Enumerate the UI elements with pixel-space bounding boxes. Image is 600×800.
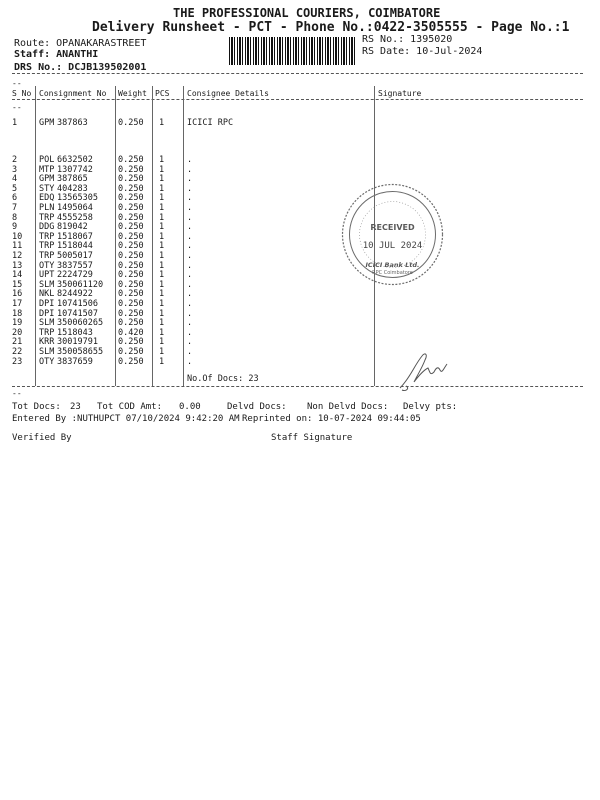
cell-sno: 11 — [12, 241, 23, 252]
col-header-sno: S No — [12, 89, 32, 98]
verified-by: Verified By — [12, 433, 72, 443]
stamp-branch: RPC Coimbatore — [372, 270, 413, 276]
runsheet-title: Delivery Runsheet - PCT - Phone No.:0422-3505555 - Page No.:1 — [92, 20, 570, 35]
cell-consignment-number: 4555258 — [57, 212, 93, 223]
cell-pcs: 1 — [159, 174, 165, 185]
cell-consignee: . — [187, 251, 193, 261]
cell-weight: 0.250 — [118, 318, 144, 329]
cell-code: GPM — [39, 174, 55, 185]
cell-consignee: . — [187, 174, 193, 185]
cell-code: DDG — [39, 222, 55, 233]
non-delvd-docs-label: Non Delvd Docs: — [307, 402, 389, 412]
cell-code: TRP — [39, 327, 55, 338]
cell-consignee: . — [187, 164, 193, 175]
cell-consignment-number: 1307742 — [57, 164, 93, 175]
stamp-date: 10 JUL 2024 — [362, 241, 423, 251]
cell-code: UPT — [39, 270, 55, 281]
cell-consignment-number: 8244922 — [57, 289, 93, 300]
cell-sno: 18 — [12, 308, 23, 319]
cell-pcs: 1 — [159, 251, 165, 261]
cell-weight: 0.250 — [118, 279, 144, 290]
cell-consignee: . — [187, 183, 193, 194]
cell-code: PLN — [39, 203, 55, 213]
cell-consignment-number: 6632502 — [57, 155, 93, 165]
cell-code: OTY — [39, 260, 55, 271]
tot-docs-label: Tot Docs: — [12, 402, 61, 412]
company-title: THE PROFESSIONAL COURIERS, COIMBATORE — [173, 6, 441, 20]
column-separator — [183, 86, 184, 386]
cell-pcs: 1 — [159, 308, 165, 319]
cell-consignee: . — [187, 222, 193, 233]
stamp-graphic — [340, 182, 445, 287]
cell-consignment-number: 350060265 — [57, 318, 104, 329]
rs-number: RS No.: 1395020 — [362, 34, 453, 45]
drs-number: DRS No.: DCJB139502001 — [14, 62, 147, 73]
cell-weight: 0.420 — [118, 327, 144, 338]
stamp-received: RECEIVED — [370, 223, 415, 232]
col-header-consignment: Consignment No — [39, 89, 107, 98]
tot-cod-label: Tot COD Amt: — [97, 402, 163, 412]
divider — [12, 386, 583, 387]
cell-code: POL — [39, 155, 55, 165]
delvy-pts-label: Delvy pts: — [403, 402, 458, 412]
cell-consignee: ICICI RPC — [187, 118, 234, 128]
cell-consignee: . — [187, 318, 193, 329]
cell-pcs: 1 — [159, 212, 165, 223]
reprinted-on: Reprinted on: 10-07-2024 09:44:05 — [242, 414, 421, 424]
cell-code: SLM — [39, 347, 55, 357]
rs-date: RS Date: 10-Jul-2024 — [362, 46, 483, 57]
col-header-weight: Weight — [118, 89, 147, 98]
cell-sno: 10 — [12, 231, 23, 242]
cell-consignee: . — [187, 327, 193, 338]
cell-pcs: 1 — [159, 356, 165, 367]
cell-sno: 15 — [12, 279, 23, 290]
cell-pcs: 1 — [159, 337, 165, 348]
cell-consignee: . — [187, 356, 193, 367]
cell-consignment-number: 350061120 — [57, 279, 104, 290]
cell-pcs: 1 — [159, 299, 165, 309]
cell-consignment-number: 10741507 — [57, 308, 98, 319]
cell-consignee: . — [187, 241, 193, 252]
cell-consignment-number: 1518044 — [57, 241, 93, 252]
cell-weight: 0.250 — [118, 299, 144, 309]
cell-sno: 22 — [12, 347, 23, 357]
cell-consignee: . — [187, 260, 193, 271]
cell-consignee: . — [187, 155, 193, 165]
no-of-docs: No.Of Docs: 23 — [187, 374, 259, 384]
cell-sno: 2 — [12, 155, 18, 165]
cell-weight: 0.250 — [118, 222, 144, 233]
cell-sno: 1 — [12, 118, 18, 128]
cell-consignment-number: 387863 — [57, 118, 88, 128]
divider — [12, 73, 583, 74]
cell-pcs: 1 — [159, 183, 165, 194]
column-separator — [152, 86, 153, 386]
cell-code: TRP — [39, 212, 55, 223]
cell-pcs: 1 — [159, 289, 165, 300]
cell-code: EDQ — [39, 193, 55, 204]
cell-pcs: 1 — [159, 118, 165, 128]
cell-sno: 13 — [12, 260, 23, 271]
cell-consignment-number: 5005017 — [57, 251, 93, 261]
cell-pcs: 1 — [159, 155, 165, 165]
cell-code: KRR — [39, 337, 55, 348]
received-stamp — [340, 182, 445, 287]
cell-consignment-number: 1518043 — [57, 327, 93, 338]
cell-sno: 21 — [12, 337, 23, 348]
cell-consignment-number: 2224729 — [57, 270, 93, 281]
staff-signature: Staff Signature — [271, 433, 353, 443]
cell-pcs: 1 — [159, 347, 165, 357]
cell-sno: 16 — [12, 289, 23, 300]
cell-weight: 0.250 — [118, 270, 144, 281]
cell-sno: 19 — [12, 318, 23, 329]
cell-sno: 5 — [12, 183, 18, 194]
cell-weight: 0.250 — [118, 203, 144, 213]
staff-label: Staff: ANANTHI — [14, 49, 99, 60]
cell-consignee: . — [187, 212, 193, 223]
cell-pcs: 1 — [159, 270, 165, 281]
cell-pcs: 1 — [159, 193, 165, 204]
cell-weight: 0.250 — [118, 251, 144, 261]
cell-weight: 0.250 — [118, 347, 144, 357]
cell-code: STY — [39, 183, 55, 194]
cell-consignee: . — [187, 279, 193, 290]
cell-weight: 0.250 — [118, 174, 144, 185]
cell-weight: 0.250 — [118, 356, 144, 367]
cell-consignment-number: 10741506 — [57, 299, 98, 309]
cell-code: DPI — [39, 299, 55, 309]
cell-sno: 3 — [12, 164, 18, 175]
cell-pcs: 1 — [159, 231, 165, 242]
cell-weight: 0.250 — [118, 231, 144, 242]
col-header-signature: Signature — [378, 89, 422, 98]
cell-sno: 23 — [12, 356, 23, 367]
cell-consignment-number: 3837659 — [57, 356, 93, 367]
cell-consignment-number: 30019791 — [57, 337, 98, 348]
cell-sno: 20 — [12, 327, 23, 338]
cell-weight: 0.250 — [118, 337, 144, 348]
cell-code: TRP — [39, 241, 55, 252]
barcode — [229, 37, 355, 65]
cell-consignee: . — [187, 231, 193, 242]
stamp-bank: ICICI Bank Ltd. — [365, 261, 420, 269]
cell-pcs: 1 — [159, 203, 165, 213]
cell-sno: 14 — [12, 270, 23, 281]
cell-consignment-number: 387865 — [57, 174, 88, 185]
cell-pcs: 1 — [159, 260, 165, 271]
cell-consignee: . — [187, 308, 193, 319]
cell-weight: 0.250 — [118, 212, 144, 223]
cell-consignment-number: 819042 — [57, 222, 88, 233]
cell-consignment-number: 350058655 — [57, 347, 104, 357]
col-header-consignee: Consignee Details — [187, 89, 269, 98]
cell-weight: 0.250 — [118, 289, 144, 300]
cell-sno: 17 — [12, 299, 23, 309]
cell-code: TRP — [39, 231, 55, 242]
cell-pcs: 1 — [159, 327, 165, 338]
tot-docs-value: 23 — [70, 402, 81, 412]
cell-weight: 0.250 — [118, 260, 144, 271]
cell-consignee: . — [187, 270, 193, 281]
cell-code: SLM — [39, 318, 55, 329]
cell-code: DPI — [39, 308, 55, 319]
tot-cod-value: 0.00 — [179, 402, 201, 412]
cell-pcs: 1 — [159, 164, 165, 175]
cell-weight: 0.250 — [118, 155, 144, 165]
cell-weight: 0.250 — [118, 193, 144, 204]
column-separator — [35, 86, 36, 386]
cell-code: NKL — [39, 289, 55, 300]
cell-consignee: . — [187, 347, 193, 357]
col-header-pcs: PCS — [155, 89, 170, 98]
cell-code: TRP — [39, 251, 55, 261]
cell-consignment-number: 1518067 — [57, 231, 93, 242]
cell-sno: 4 — [12, 174, 18, 185]
cell-code: SLM — [39, 279, 55, 290]
cell-consignee: . — [187, 289, 193, 300]
cell-consignee: . — [187, 193, 193, 204]
cell-consignee: . — [187, 203, 193, 213]
column-separator — [115, 86, 116, 386]
entered-by: Entered By :NUTHUPCT 07/10/2024 9:42:20 AM — [12, 414, 240, 424]
cell-sno: 8 — [12, 212, 18, 223]
cell-sno: 7 — [12, 203, 18, 213]
cell-consignment-number: 404283 — [57, 183, 88, 194]
cell-weight: 0.250 — [118, 183, 144, 194]
cell-pcs: 1 — [159, 241, 165, 252]
cell-sno: 9 — [12, 222, 18, 233]
cell-code: GPM — [39, 118, 55, 128]
handwritten-signature — [392, 348, 452, 396]
cell-consignment-number: 13565305 — [57, 193, 98, 204]
delvd-docs-label: Delvd Docs: — [227, 402, 287, 412]
cell-sno: 6 — [12, 193, 18, 204]
cell-pcs: 1 — [159, 318, 165, 329]
cell-weight: 0.250 — [118, 164, 144, 175]
route-label: Route: OPANAKARASTREET — [14, 38, 147, 49]
cell-consignee: . — [187, 299, 193, 309]
cell-pcs: 1 — [159, 279, 165, 290]
cell-weight: 0.250 — [118, 241, 144, 252]
cell-sno: 12 — [12, 251, 23, 261]
cell-consignment-number: 3837557 — [57, 260, 93, 271]
cell-consignee: . — [187, 337, 193, 348]
cell-pcs: 1 — [159, 222, 165, 233]
cell-code: MTP — [39, 164, 55, 175]
cell-code: OTY — [39, 356, 55, 367]
cell-weight: 0.250 — [118, 118, 144, 128]
cell-consignment-number: 1495064 — [57, 203, 93, 213]
cell-weight: 0.250 — [118, 308, 144, 319]
divider — [12, 99, 583, 100]
